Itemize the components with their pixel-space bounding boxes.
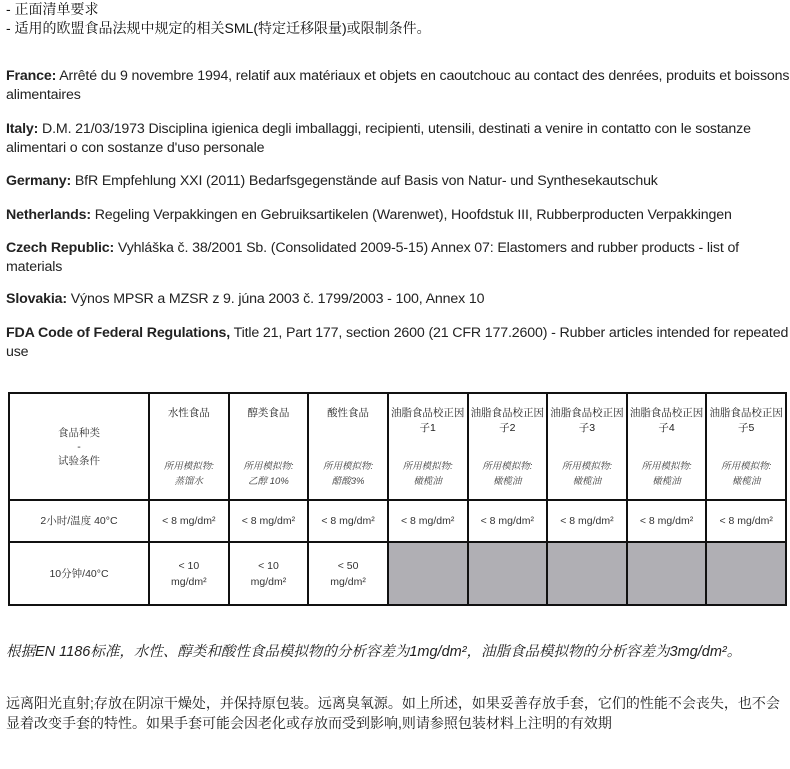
simulant-info — [707, 459, 785, 489]
column-title: 水性食品 — [167, 407, 210, 419]
regulation-country: FDA Code of Federal Regulations, — [6, 325, 231, 341]
regulation-netherlands — [6, 206, 732, 225]
tolerance-note: 根据EN 1186标准，水性、醇类和酸性食品模拟物的分析容差为1mg/dm²，油脂食品模拟物的分析容差为3mg/dm²。 — [6, 644, 742, 660]
food-type-label: 食品种类 — [58, 426, 100, 439]
column-header-fatty-2 — [468, 393, 548, 500]
value-text: < 10 mg/dm² — [250, 559, 287, 588]
simulant-value: 橄榄油 — [652, 476, 681, 487]
value-cell — [308, 542, 388, 605]
regulation-fda — [6, 324, 790, 362]
simulant-label: 所用模拟物: — [641, 461, 692, 472]
requirements-list — [6, 0, 431, 38]
not-applicable-cell — [468, 542, 548, 605]
column-header-aqueous — [149, 393, 229, 500]
table-row — [9, 542, 786, 605]
value-cell: < 8 mg/dm² — [627, 500, 707, 542]
regulation-country: Slovakia: — [6, 291, 67, 307]
value-cell: < 8 mg/dm² — [149, 500, 229, 542]
simulant-info — [309, 459, 387, 489]
regulation-text: Výnos MPSR a MZSR z 9. júna 2003 č. 1799/2003 - 100, Annex 10 — [66, 291, 485, 307]
regulation-country: Netherlands: — [6, 207, 91, 223]
corner-separator: - — [77, 440, 81, 453]
requirement-item: - 适用的欧盟食品法规中规定的相关SML(特定迁移限量)或限制条件。 — [6, 20, 431, 36]
column-title: 醇类食品 — [247, 407, 290, 419]
regulation-italy — [6, 120, 790, 158]
regulation-text: BfR Empfehlung XXI (2011) Bedarfsgegenstände auf Basis von Natur- und Synthesekautschuk — [71, 173, 658, 189]
column-title: 酸性食品 — [327, 407, 370, 419]
value-text: < 50 mg/dm² — [330, 559, 366, 588]
value-cell: < 8 mg/dm² — [229, 500, 309, 542]
column-title: 油脂食品校正因子3 — [550, 407, 624, 434]
simulant-value: 橄榄油 — [413, 476, 442, 487]
value-cell: < 8 mg/dm² — [706, 500, 786, 542]
not-applicable-cell — [627, 542, 707, 605]
column-header-fatty-3 — [547, 393, 627, 500]
simulant-label: 所用模拟物: — [402, 461, 453, 472]
regulation-country: Czech Republic: — [6, 240, 115, 256]
value-cell: < 8 mg/dm² — [388, 500, 468, 542]
simulant-label: 所用模拟物: — [482, 461, 533, 472]
regulation-text: D.M. 21/03/1973 Disciplina igienica degli imballaggi, recipienti, utensili, destinati a venire in contatto con le sostanze alimentari o con sostanze d'uso personale — [6, 121, 751, 156]
simulant-value: 橄榄油 — [493, 476, 522, 487]
simulant-info — [150, 459, 228, 489]
table-header-row — [9, 393, 786, 500]
value-cell: < 8 mg/dm² — [468, 500, 548, 542]
regulation-germany — [6, 172, 658, 191]
simulant-label: 所用模拟物: — [322, 461, 374, 472]
regulation-text: Vyhláška č. 38/2001 Sb. (Consolidated 2009-5-15) Annex 07: Elastomers and rubber products - list of materials — [6, 240, 739, 275]
column-title: 油脂食品校正因子2 — [470, 407, 545, 434]
simulant-info — [548, 459, 626, 489]
not-applicable-cell — [388, 542, 468, 605]
column-header-acidic — [308, 393, 388, 500]
storage-note: 远离阳光直射;存放在阴凉干燥处，并保持原包装。远离臭氧源。如上所述，如果妥善存放手套，它们的性能不会丧失，也不会显着改变手套的特性。如果手套可能会因老化或存放而受到影响,则请参照包装材料上注明的有效期 — [6, 695, 780, 731]
simulant-label: 所用模拟物: — [721, 461, 772, 472]
regulation-text: Regeling Verpakkingen en Gebruiksartikelen (Warenwet), Hoofdstuk III, Rubberproducten Verpakkingen — [90, 207, 732, 223]
column-header-fatty-4 — [627, 393, 707, 500]
condition-cell: 2小时/温度 40°C — [9, 500, 149, 542]
value-cell: < 8 mg/dm² — [547, 500, 627, 542]
regulation-country: Italy: — [6, 121, 39, 137]
column-header-alcoholic — [229, 393, 309, 500]
not-applicable-cell — [706, 542, 786, 605]
simulant-info — [469, 459, 547, 489]
condition-cell: 10分钟/40°C — [9, 542, 149, 605]
not-applicable-cell — [547, 542, 627, 605]
simulant-value: 醋酸3% — [331, 476, 365, 487]
requirement-item: - 正面清单要求 — [6, 1, 99, 17]
regulation-country: France: — [6, 68, 57, 84]
simulant-value: 橄榄油 — [731, 476, 761, 487]
simulant-label: 所用模拟物: — [243, 461, 294, 472]
column-header-fatty-5 — [706, 393, 786, 500]
simulant-label: 所用模拟物: — [163, 461, 214, 472]
table-row — [9, 500, 786, 542]
value-text: < 10 mg/dm² — [171, 559, 207, 588]
simulant-value: 乙醇 10% — [248, 476, 289, 487]
value-cell — [149, 542, 229, 605]
simulant-label: 所用模拟物: — [561, 461, 612, 472]
regulation-text: Title 21, Part 177, section 2600 (21 CFR 177.2600) - Rubber articles intended for repeated use — [6, 325, 789, 360]
regulation-czech-republic — [6, 239, 790, 277]
column-title: 油脂食品校正因子4 — [629, 407, 704, 434]
column-title: 油脂食品校正因子5 — [709, 407, 783, 434]
test-condition-label: 试验条件 — [58, 454, 100, 467]
simulant-info — [628, 459, 706, 489]
regulation-text: Arrêté du 9 novembre 1994, relatif aux matériaux et objets en caoutchouc au contact des denrées, produits et boissons alimentaires — [6, 68, 790, 103]
simulant-value: 橄榄油 — [572, 476, 602, 487]
column-header-fatty-1 — [388, 393, 468, 500]
value-cell: < 8 mg/dm² — [308, 500, 388, 542]
regulation-slovakia — [6, 290, 484, 309]
simulant-info — [230, 459, 308, 489]
regulation-country: Germany: — [6, 173, 72, 189]
corner-header-cell — [9, 393, 149, 500]
simulant-info — [389, 459, 467, 489]
simulant-value: 蒸馏水 — [174, 476, 204, 487]
value-cell — [229, 542, 309, 605]
column-title: 油脂食品校正因子1 — [390, 407, 465, 434]
migration-limits-table — [8, 392, 787, 606]
regulation-france — [6, 67, 790, 105]
